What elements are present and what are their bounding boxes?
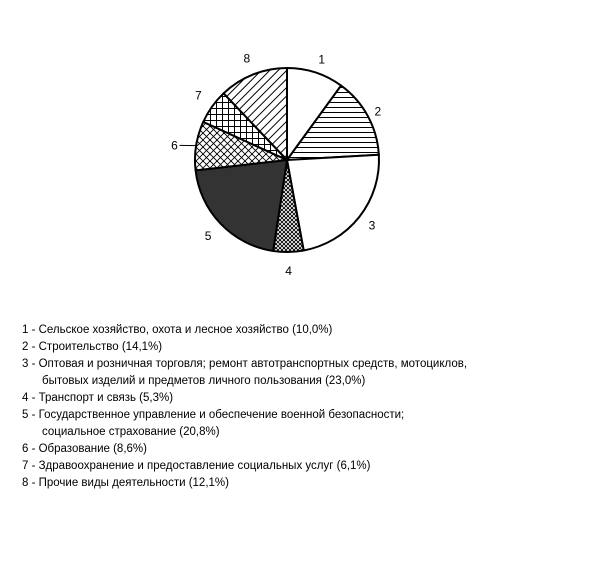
legend-item-7: 7 - Здравоохранение и предоставление социальных услуг (6,1%): [22, 460, 371, 472]
legend-item-5-cont: социальное страхование (20,8%): [42, 426, 220, 438]
slice-label-6: 6: [171, 138, 178, 153]
legend-item-8: 8 - Прочие виды деятельности (12,1%): [22, 477, 229, 489]
legend-item-3: 3 - Оптовая и розничная торговля; ремонт автотранспортных средств, мотоциклов,: [22, 358, 468, 370]
slice-label-3: 3: [368, 218, 376, 233]
slice-label-8: 8: [243, 51, 251, 66]
slice-label-7: 7: [194, 88, 202, 103]
slice-label-2: 2: [374, 104, 382, 119]
legend-item-2: 2 - Строительство (14,1%): [22, 341, 163, 353]
slice-label-5: 5: [204, 229, 212, 244]
slice-label-4: 4: [285, 263, 292, 278]
legend: [22, 322, 467, 492]
legend-item-1: 1 - Сельское хозяйство, охота и лесное хозяйство (10,0%): [22, 324, 333, 336]
legend-item-5: 5 - Государственное управление и обеспечение военной безопасности;: [22, 409, 405, 421]
slice-label-1: 1: [318, 52, 326, 67]
legend-item-4: 4 - Транспорт и связь (5,3%): [22, 392, 174, 404]
legend-item-6: 6 - Образование (8,6%): [22, 443, 147, 455]
legend-item-3-cont: бытовых изделий и предметов личного пользования (23,0%): [42, 375, 366, 387]
